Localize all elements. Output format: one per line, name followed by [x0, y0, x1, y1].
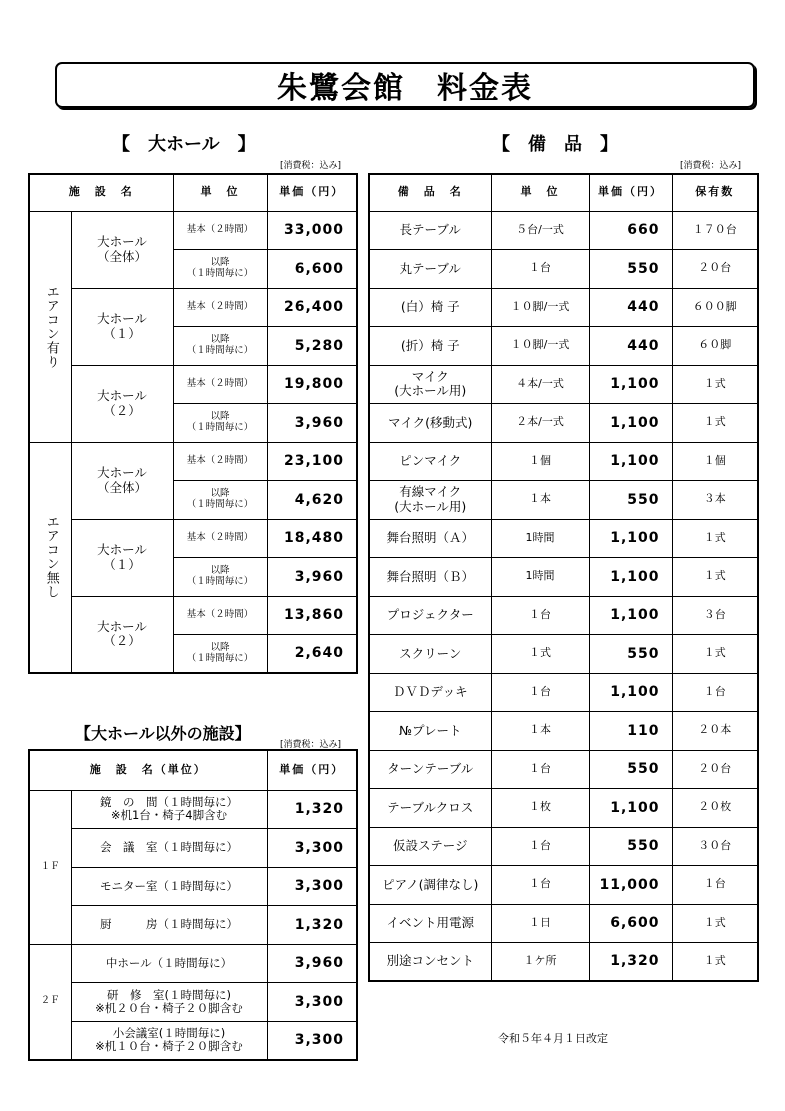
price-cell: 1,100: [589, 519, 672, 558]
count-cell: ２０枚: [672, 789, 758, 828]
unit-cell: １台: [491, 750, 589, 789]
count-cell: １式: [672, 635, 758, 674]
aircon-condition: エアコン無し: [29, 442, 71, 673]
unit-cell: １式: [491, 635, 589, 674]
count-cell: １式: [672, 904, 758, 943]
table-row: [29, 211, 357, 250]
price-cell: 440: [589, 288, 672, 327]
unit-cell: 以降 （１時間毎に）: [173, 404, 267, 443]
other-tax-note: [消費税：込み]: [280, 740, 342, 750]
revision-date: 令和５年４月１日改定: [498, 1032, 608, 1045]
price-cell: 1,100: [589, 596, 672, 635]
table-row: [369, 904, 758, 943]
price-cell: 4,620: [267, 481, 357, 520]
room-name: 大ホール （１）: [71, 288, 173, 365]
equipment-name: テーブルクロス: [369, 789, 491, 828]
count-cell: ２０台: [672, 250, 758, 289]
header-name: 備 品 名: [369, 174, 491, 211]
price-cell: 2,640: [267, 635, 357, 674]
price-cell: 3,960: [267, 404, 357, 443]
price-cell: 1,320: [267, 790, 357, 829]
unit-cell: 基本（２時間）: [173, 211, 267, 250]
equipment-name: 有線マイク (大ホール用): [369, 481, 491, 520]
unit-cell: １個: [491, 442, 589, 481]
facility-name: 鏡 の 間（１時間毎に） ※机1台・椅子4脚含む: [71, 790, 267, 829]
table-row: [369, 558, 758, 597]
price-cell: 6,600: [589, 904, 672, 943]
price-cell: 3,300: [267, 829, 357, 868]
unit-cell: １０脚/一式: [491, 288, 589, 327]
unit-cell: 基本（２時間）: [173, 365, 267, 404]
unit-cell: 1時間: [491, 558, 589, 597]
page-title: 朱鷺会館 料金表: [55, 62, 755, 108]
header-unit: 単 位: [491, 174, 589, 211]
equipment-name: 舞台照明（Ｂ）: [369, 558, 491, 597]
price-cell: 1,320: [589, 943, 672, 982]
table-row: [29, 944, 357, 983]
price-cell: 550: [589, 481, 672, 520]
table-row: [29, 519, 357, 558]
unit-cell: 以降 （１時間毎に）: [173, 250, 267, 289]
room-name: 大ホール （２）: [71, 596, 173, 673]
unit-cell: 以降 （１時間毎に）: [173, 558, 267, 597]
header-count: 保有数: [672, 174, 758, 211]
unit-cell: １０脚/一式: [491, 327, 589, 366]
unit-cell: 基本（２時間）: [173, 596, 267, 635]
table-row: [29, 365, 357, 404]
unit-cell: １枚: [491, 789, 589, 828]
count-cell: １個: [672, 442, 758, 481]
count-cell: １式: [672, 558, 758, 597]
aircon-condition: エアコン有り: [29, 211, 71, 442]
equipment-name: 仮設ステージ: [369, 827, 491, 866]
price-cell: 1,100: [589, 558, 672, 597]
facility-name: 厨 房（１時間毎に）: [71, 906, 267, 945]
table-row: [369, 211, 758, 250]
price-cell: 3,960: [267, 944, 357, 983]
hall-heading: 【 大ホール 】: [112, 134, 256, 155]
equipment-name: (白）椅 子: [369, 288, 491, 327]
other-heading: 【大ホール以外の施設】: [75, 724, 251, 743]
count-cell: １式: [672, 404, 758, 443]
facility-name: 小会議室(１時間毎に) ※机１０台・椅子２０脚含む: [71, 1021, 267, 1060]
count-cell: １台: [672, 673, 758, 712]
unit-cell: 基本（２時間）: [173, 442, 267, 481]
table-row: [369, 250, 758, 289]
facility-name: 会 議 室（１時間毎に）: [71, 829, 267, 868]
equipment-name: ピアノ(調律なし): [369, 866, 491, 905]
equipment-name: ピンマイク: [369, 442, 491, 481]
equipment-heading: 【 備 品 】: [492, 134, 618, 155]
price-cell: 550: [589, 635, 672, 674]
price-cell: 26,400: [267, 288, 357, 327]
table-row: [369, 866, 758, 905]
unit-cell: 基本（２時間）: [173, 288, 267, 327]
equipment-name: 別途コンセント: [369, 943, 491, 982]
unit-cell: ５台/一式: [491, 211, 589, 250]
table-row: [369, 712, 758, 751]
equipment-name: ＤＶＤデッキ: [369, 673, 491, 712]
table-row: [369, 519, 758, 558]
price-cell: 5,280: [267, 327, 357, 366]
count-cell: １７０台: [672, 211, 758, 250]
facility-name: 中ホール（１時間毎に）: [71, 944, 267, 983]
table-row: [29, 983, 357, 1022]
unit-cell: 以降 （１時間毎に）: [173, 327, 267, 366]
unit-cell: １台: [491, 866, 589, 905]
unit-cell: １台: [491, 596, 589, 635]
table-row: [369, 442, 758, 481]
unit-cell: 以降 （１時間毎に）: [173, 481, 267, 520]
table-row: [369, 827, 758, 866]
unit-cell: ２本/一式: [491, 404, 589, 443]
equipment-name: №プレート: [369, 712, 491, 751]
equipment-table: [368, 173, 759, 982]
price-cell: 11,000: [589, 866, 672, 905]
table-row: [369, 288, 758, 327]
table-row: [29, 596, 357, 635]
count-cell: ６０脚: [672, 327, 758, 366]
equipment-name: マイク(移動式): [369, 404, 491, 443]
table-row: [29, 790, 357, 829]
price-cell: 110: [589, 712, 672, 751]
table-row: [369, 635, 758, 674]
facility-name: モニター室（１時間毎に）: [71, 867, 267, 906]
header-price: 単価（円）: [589, 174, 672, 211]
table-row: [369, 365, 758, 404]
count-cell: ２０台: [672, 750, 758, 789]
equipment-name: (折）椅 子: [369, 327, 491, 366]
count-cell: ３本: [672, 481, 758, 520]
price-cell: 1,100: [589, 673, 672, 712]
count-cell: ３台: [672, 596, 758, 635]
equipment-name: 舞台照明（Ａ）: [369, 519, 491, 558]
unit-cell: １台: [491, 673, 589, 712]
count-cell: １式: [672, 365, 758, 404]
facility-name: 研 修 室(１時間毎に) ※机２０台・椅子２０脚含む: [71, 983, 267, 1022]
header-price: 単価（円）: [267, 750, 357, 790]
count-cell: １式: [672, 943, 758, 982]
table-row: [369, 750, 758, 789]
price-cell: 1,320: [267, 906, 357, 945]
header-unit: 単 位: [173, 174, 267, 211]
price-cell: 660: [589, 211, 672, 250]
price-cell: 33,000: [267, 211, 357, 250]
table-row: [29, 442, 357, 481]
unit-cell: １台: [491, 250, 589, 289]
price-cell: 550: [589, 250, 672, 289]
header-facility: 施 設 名（単位）: [29, 750, 267, 790]
hall-price-table: [28, 173, 358, 674]
equipment-name: ターンテーブル: [369, 750, 491, 789]
other-facilities-table: [28, 749, 358, 1061]
table-row: [369, 481, 758, 520]
unit-cell: 以降 （１時間毎に）: [173, 635, 267, 674]
other-header-row: [29, 750, 357, 790]
table-row: [29, 906, 357, 945]
room-name: 大ホール （全体）: [71, 211, 173, 288]
equipment-name: 長テーブル: [369, 211, 491, 250]
equipment-name: スクリーン: [369, 635, 491, 674]
price-cell: 1,100: [589, 789, 672, 828]
unit-cell: １台: [491, 827, 589, 866]
equipment-name: イベント用電源: [369, 904, 491, 943]
count-cell: ２０本: [672, 712, 758, 751]
table-row: [369, 673, 758, 712]
table-row: [29, 1021, 357, 1060]
equipment-name: 丸テーブル: [369, 250, 491, 289]
price-cell: 1,100: [589, 365, 672, 404]
equipment-name: プロジェクター: [369, 596, 491, 635]
equipment-tax-note: [消費税：込み]: [680, 161, 742, 171]
table-row: [369, 404, 758, 443]
price-cell: 3,300: [267, 1021, 357, 1060]
price-cell: 440: [589, 327, 672, 366]
room-name: 大ホール （１）: [71, 519, 173, 596]
unit-cell: １日: [491, 904, 589, 943]
price-cell: 550: [589, 750, 672, 789]
equipment-name: マイク (大ホール用): [369, 365, 491, 404]
price-cell: 18,480: [267, 519, 357, 558]
header-price: 単価（円）: [267, 174, 357, 211]
hall-header-row: [29, 174, 357, 211]
table-row: [369, 596, 758, 635]
room-name: 大ホール （２）: [71, 365, 173, 442]
count-cell: ３０台: [672, 827, 758, 866]
unit-cell: 1時間: [491, 519, 589, 558]
unit-cell: １本: [491, 712, 589, 751]
table-row: [369, 327, 758, 366]
price-cell: 1,100: [589, 404, 672, 443]
price-cell: 13,860: [267, 596, 357, 635]
price-cell: 550: [589, 827, 672, 866]
price-cell: 3,300: [267, 867, 357, 906]
table-row: [369, 789, 758, 828]
table-row: [29, 867, 357, 906]
equipment-header-row: [369, 174, 758, 211]
floor-label: １Ｆ: [29, 790, 71, 944]
count-cell: １式: [672, 519, 758, 558]
price-cell: 23,100: [267, 442, 357, 481]
table-row: [29, 288, 357, 327]
floor-label: ２Ｆ: [29, 944, 71, 1060]
price-cell: 1,100: [589, 442, 672, 481]
table-row: [29, 829, 357, 868]
price-cell: 3,960: [267, 558, 357, 597]
room-name: 大ホール （全体）: [71, 442, 173, 519]
table-row: [369, 943, 758, 982]
unit-cell: 基本（２時間）: [173, 519, 267, 558]
unit-cell: ４本/一式: [491, 365, 589, 404]
price-cell: 6,600: [267, 250, 357, 289]
price-cell: 3,300: [267, 983, 357, 1022]
unit-cell: １ケ所: [491, 943, 589, 982]
hall-tax-note: [消費税：込み]: [280, 161, 342, 171]
count-cell: １台: [672, 866, 758, 905]
unit-cell: １本: [491, 481, 589, 520]
count-cell: ６００脚: [672, 288, 758, 327]
price-cell: 19,800: [267, 365, 357, 404]
header-facility: 施 設 名: [29, 174, 173, 211]
